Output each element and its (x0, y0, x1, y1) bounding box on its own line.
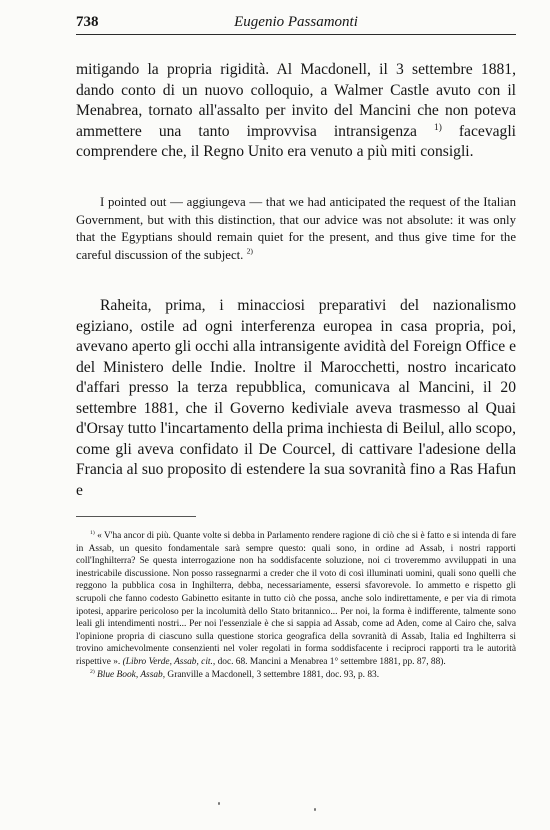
footnote-rule (76, 516, 196, 517)
scan-speck (218, 802, 220, 805)
footnote-2-marker: 2) (90, 668, 95, 675)
footnote-2-source-title: Blue Book, Assab, (97, 669, 166, 680)
scan-speck (314, 808, 316, 811)
footnote-1-source-title: (Libro Verde, Assab, cit., (122, 656, 216, 667)
footnote-1-source-rest: doc. 68. Mancini a Menabrea 1° settembre 1881, pp. 87, 88). (217, 656, 446, 667)
footnote-ref-1: 1) (434, 122, 442, 133)
page-number: 738 (76, 14, 99, 30)
paragraph-2 (76, 296, 516, 501)
footnote-ref-2: 2) (246, 246, 253, 256)
paragraph-1-end: facevagli comprendere che, il Regno Unito era venuto a più miti consigli. (76, 122, 516, 160)
footnote-2 (76, 669, 516, 682)
running-head: Eugenio Passamonti (234, 14, 358, 30)
footnote-1 (76, 530, 516, 669)
page-header (76, 12, 516, 35)
quote-text: I pointed out — aggiungeva — that we had anticipated the request of the Italian Government, but with this distinction, that our advice was not absolute: it was only that the Egyptians should remain quiet for the present, and thus give time for the careful discussion of the subject. (76, 195, 516, 262)
footnote-1-text: « V'ha ancor di più. Quante volte si debba in Parlamento rendere ragione di ciò che si è fatto e si intenda di fare in Assab, un quesito fondamentale sarà sempre questo: quali sono, in ordine ad Assab, i nostri rapporti coll'Inghilterra? Se questa interrogazione non ha soddisfacente soluzione, noi ci troveremmo avviluppati in una inestricabile discussione. Non posso rassegnarmi a creder che il voto di così illuminati uomini, quali sono quelli che reggono la pubblica cosa in Inghilterra, debba, necessariamente, essersi sfavorevole. Io ammetto e rispetto gli scrupoli che fanno codesto Gabinetto esitante in tutto ciò che possa, anche solo indirettamente, e per via di rimota ipotesi, apparire pericoloso per la incolumità dello Stato britannico... Per noi, la forma è indifferente, talmente sono leali gli intendimenti nostri... Per noi l'essenziale è che si sappia ad Assab, come ad Aden, come al Cairo che, salva l'opinione propria di ciascuno sulla questione storica geografica della sovranità di Assab, Italia ed Inghilterra si trovino amichevolmente consenzienti nel voler regolati in forma soddisfacente i reciproci rapporti tra le autorità rispettive ». (76, 531, 517, 667)
paragraph-1 (76, 60, 516, 163)
paragraph-1-text: mitigando la propria rigidità. Al Macdonell, il 3 settembre 1881, dando conto di un nuovo colloquio, a Walmer Castle avuto con il Menabrea, tornato all'assalto per invito del Mancini che non poteva ammettere una tanto improvvisa intransigenza (76, 61, 516, 140)
footnote-1-marker: 1) (90, 529, 95, 536)
footnotes (76, 530, 516, 681)
paragraph-2-text: Raheita, prima, i minacciosi preparativi del nazionalismo egiziano, ostile ad ogni interferenza europea in casa propria, poi, avevano aperto gli occhi alla intransigente avidità del Foreign Office e del Ministero delle Indie. Inoltre il Marocchetti, nostro incaricato d'affari presso la terza repubblica, comunicava al Mancini, il 20 settembre 1881, che il Governo kediviale aveva trasmesso al Quai d'Orsay tutto l'incartamento della prima inchiesta di Beilul, allo scopo, come gli aveva confidato il De Courcel, di cattivare l'adesione della Francia al suo proposito di estendere la sua sovranità fino a Ras Hafun e (76, 297, 516, 499)
footnote-2-text: Granville a Macdonell, 3 settembre 1881, doc. 93, p. 83. (167, 669, 380, 680)
block-quote (76, 194, 516, 264)
